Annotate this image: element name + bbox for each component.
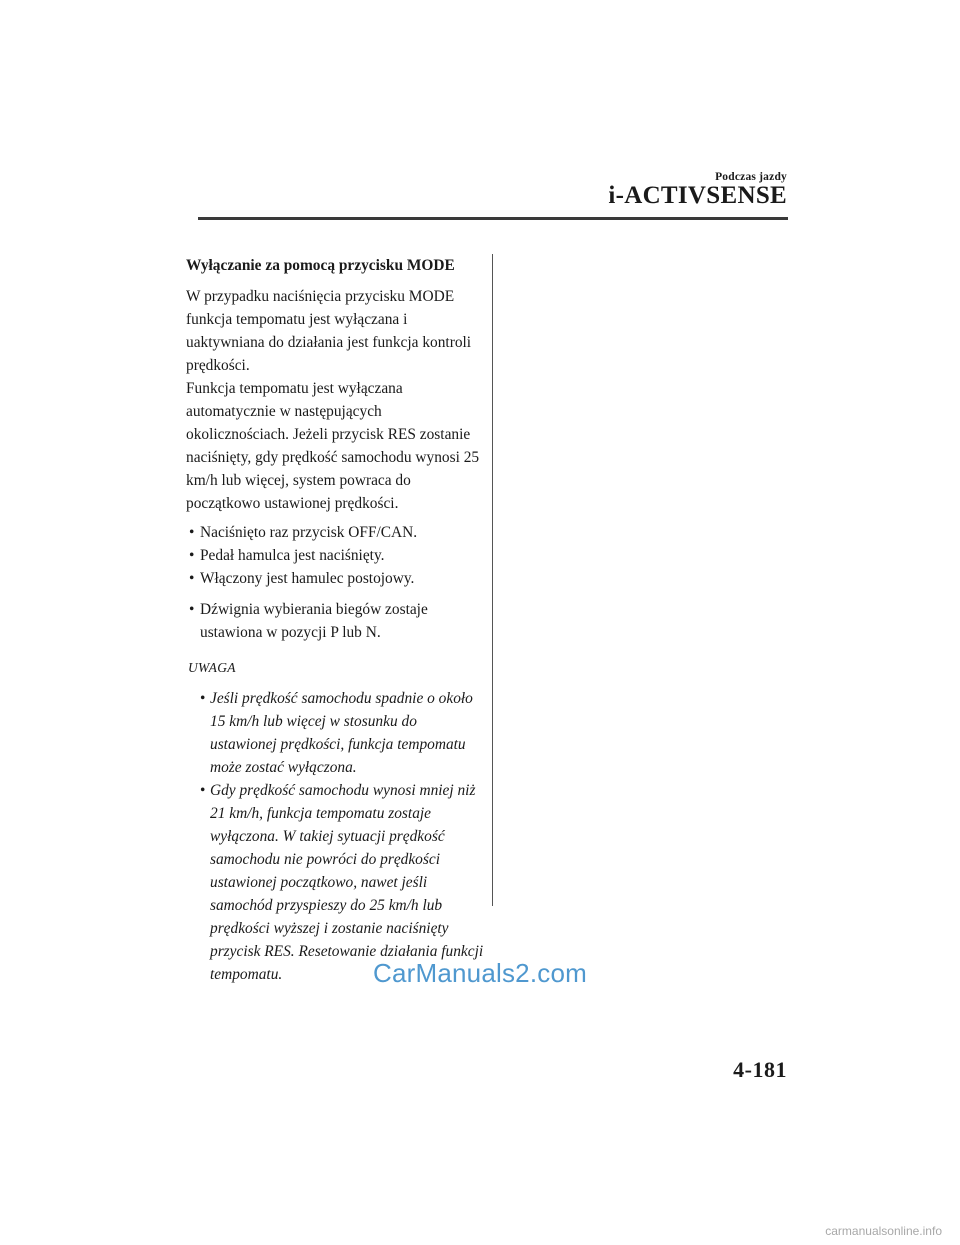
cancel-conditions-list-2 (186, 598, 486, 644)
bullet-icon: • (189, 524, 195, 541)
note-item: • Gdy prędkość samochodu wynosi mniej niż 21 km/h, funkcja tempomatu zostaje wyłączona. W takiej sytuacji prędkość samochodu nie powróci do prędkości ustawionej początkowo, nawet jeśli samochód przyspieszy do 25 km/h lub prędkości wyższej i zostanie naciśnięty przycisk RES. Resetowanie działania funkcji tempomatu. (186, 779, 486, 986)
page-number: 4-181 (733, 1057, 787, 1082)
bullet-icon: • (200, 782, 206, 799)
paragraph-auto-cancel: Funkcja tempomatu jest wyłączana automatycznie w następujących okolicznościach. Jeżeli przycisk RES zostanie naciśnięty, gdy prędkość samochodu wynosi 25 km/h lub więcej, system powraca do początkowo ustawionej prędkości. (186, 380, 480, 512)
list-item: • Pedał hamulca jest naciśnięty. (186, 544, 486, 567)
paragraph-mode-button: W przypadku naciśnięcia przycisku MODE funkcja tempomatu jest wyłączana i uaktywniana do działania jest funkcja kontroli prędkości. (186, 288, 472, 374)
note-label: UWAGA (188, 660, 236, 675)
column-divider (492, 254, 493, 906)
left-column (186, 254, 486, 986)
list-item: • Włączony jest hamulec postojowy. (186, 567, 486, 590)
chapter-title: i-ACTIVSENSE (608, 182, 787, 209)
subheading: Wyłączanie za pomocą przycisku MODE (186, 257, 455, 274)
header-rule (198, 217, 788, 220)
bullet-icon: • (200, 690, 206, 707)
bullet-icon: • (189, 547, 195, 564)
bullet-icon: • (189, 570, 195, 587)
section-label: Podczas jazdy (715, 171, 787, 183)
list-item: • Naciśnięto raz przycisk OFF/CAN. (186, 521, 486, 544)
notes-list (186, 687, 486, 986)
note-item: • Jeśli prędkość samochodu spadnie o około 15 km/h lub więcej w stosunku do ustawionej prędkości, funkcja tempomatu może zostać wyłączona. (186, 687, 486, 779)
watermark-logo[interactable]: CarManuals2.com (373, 958, 587, 988)
cancel-conditions-list (186, 521, 486, 590)
footer-watermark[interactable]: carmanualsonline.info (825, 1224, 942, 1238)
list-item: • Dźwignia wybierania biegów zostaje ustawiona w pozycji P lub N. (186, 598, 486, 644)
bullet-icon: • (189, 601, 195, 618)
